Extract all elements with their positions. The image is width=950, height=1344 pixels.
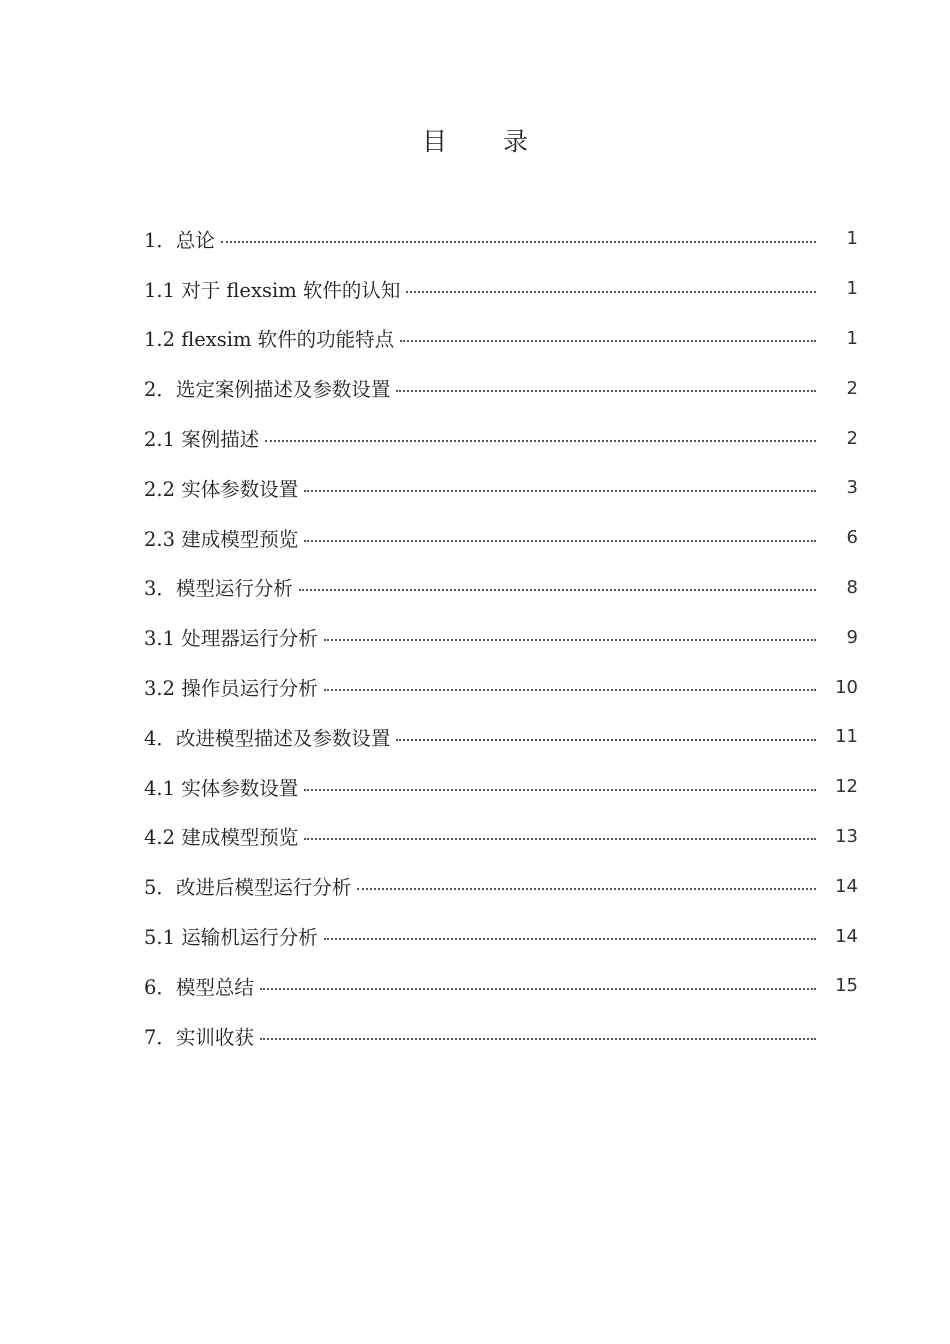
page-title: 目 录	[422, 127, 552, 156]
toc-entry[interactable]	[144, 413, 858, 463]
toc-leader-dots	[221, 241, 816, 243]
toc-entry-label: 1．总论	[144, 228, 215, 252]
toc-entry-label: 3．模型运行分析	[144, 577, 293, 601]
toc-entry-label: 2．选定案例描述及参数设置	[144, 378, 391, 402]
toc-entry[interactable]	[144, 612, 858, 662]
toc-entry[interactable]	[144, 264, 858, 314]
toc-entry-page: 14	[835, 875, 858, 897]
toc-entry[interactable]	[144, 861, 858, 911]
toc-entry[interactable]	[144, 662, 858, 712]
toc-entry-page: 3	[846, 477, 858, 499]
toc-leader-dots	[304, 838, 816, 840]
toc-leader-dots	[304, 789, 816, 791]
toc-entry[interactable]	[144, 513, 858, 563]
toc-entry-label: 6．模型总结	[144, 975, 254, 999]
toc-leader-dots	[299, 589, 816, 591]
toc-entry[interactable]	[144, 1011, 858, 1061]
toc-entry-page: 8	[846, 576, 858, 598]
table-of-contents	[144, 214, 858, 1061]
toc-leader-dots	[396, 739, 816, 741]
toc-entry-page: 2	[846, 427, 858, 449]
toc-entry-page: 14	[835, 925, 858, 947]
toc-leader-dots	[324, 938, 816, 940]
toc-entry-page: 9	[846, 626, 858, 648]
toc-entry[interactable]	[144, 363, 858, 413]
toc-leader-dots	[324, 639, 816, 641]
toc-entry-label: 4.1 实体参数设置	[144, 776, 299, 800]
toc-entry-label: 5.1 运输机运行分析	[144, 926, 318, 950]
toc-entry-page: 15	[835, 975, 858, 997]
toc-entry[interactable]	[144, 712, 858, 762]
toc-entry-label: 2.2 实体参数设置	[144, 477, 299, 501]
toc-entry-label: 7．实训收获	[144, 1025, 254, 1049]
toc-entry-page: 10	[835, 676, 858, 698]
toc-entry-page: 1	[846, 327, 858, 349]
toc-leader-dots	[400, 340, 816, 342]
toc-entry-label: 4．改进模型描述及参数设置	[144, 726, 391, 750]
toc-entry-label: 1.1 对于 flexsim 软件的认知	[144, 278, 401, 302]
toc-entry-page: 12	[835, 776, 858, 798]
toc-entry-page: 6	[846, 527, 858, 549]
toc-entry-label: 1.2 flexsim 软件的功能特点	[144, 328, 395, 352]
toc-entry[interactable]	[144, 961, 858, 1011]
toc-entry[interactable]	[144, 314, 858, 364]
toc-leader-dots	[357, 888, 816, 890]
toc-entry-page: 1	[846, 278, 858, 300]
toc-entry-label: 3.1 处理器运行分析	[144, 627, 318, 651]
toc-leader-dots	[396, 390, 816, 392]
toc-entry[interactable]	[144, 463, 858, 513]
toc-entry-label: 2.1 案例描述	[144, 428, 260, 452]
toc-leader-dots	[304, 490, 816, 492]
toc-entry-page: 2	[846, 377, 858, 399]
toc-entry[interactable]	[144, 911, 858, 961]
toc-entry-page: 11	[835, 726, 858, 748]
toc-leader-dots	[406, 291, 816, 293]
toc-entry[interactable]	[144, 214, 858, 264]
toc-entry[interactable]	[144, 563, 858, 613]
toc-entry-label: 3.2 操作员运行分析	[144, 677, 318, 701]
toc-entry-label: 4.2 建成模型预览	[144, 826, 299, 850]
toc-entry-label: 5．改进后模型运行分析	[144, 876, 352, 900]
toc-leader-dots	[324, 689, 816, 691]
toc-entry[interactable]	[144, 762, 858, 812]
toc-entry[interactable]	[144, 812, 858, 862]
toc-leader-dots	[304, 540, 816, 542]
toc-entry-page: 1	[846, 228, 858, 250]
toc-entry-label: 2.3 建成模型预览	[144, 527, 299, 551]
toc-leader-dots	[265, 440, 816, 442]
toc-entry-page: 13	[835, 825, 858, 847]
toc-leader-dots	[260, 988, 816, 990]
toc-leader-dots	[260, 1038, 816, 1040]
